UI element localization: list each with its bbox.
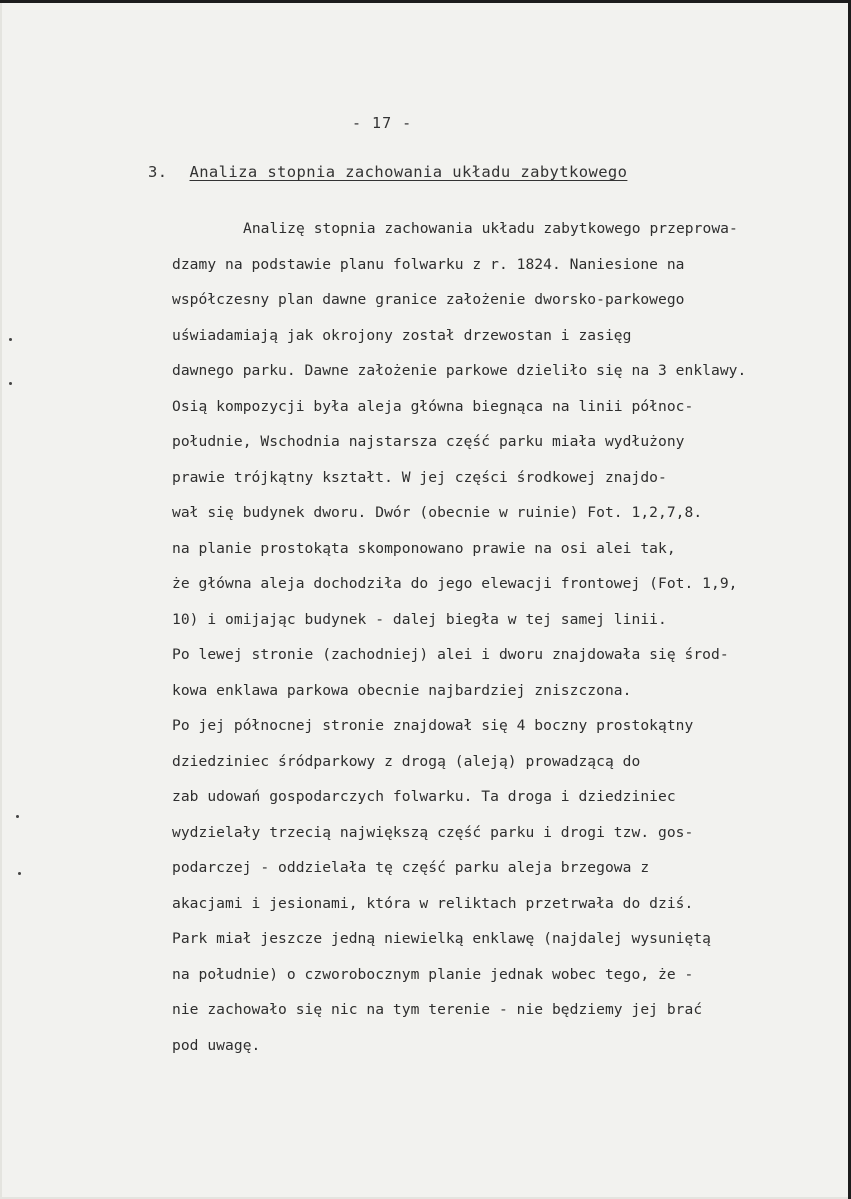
text-line: pod uwagę. [172, 1036, 261, 1054]
text-line: dawnego parku. Dawne założenie parkowe dzieliło się na 3 enklawy. [172, 362, 747, 379]
text-line: Po jej północnej stronie znajdował się 4 boczny prostokątny [172, 717, 694, 734]
margin-mark [16, 815, 19, 818]
text-line: Po lewej stronie (zachodniej) alei i dworu znajdowała się środ- [172, 646, 729, 663]
text-line: Osią kompozycji była aleja główna biegnąca na linii północ- [172, 397, 694, 415]
text-line: na planie prostokąta skomponowano prawie na osi alei tak, [172, 539, 676, 557]
text-line: 10) i omijając budynek - dalej biegła w tej samej linii. [172, 610, 667, 628]
text-line: dziedziniec śródparkowy z drogą (aleją) prowadzącą do [172, 752, 641, 770]
text-line: kowa enklawa parkowa obecnie najbardziej zniszczona. [172, 681, 632, 699]
text-line: że główna aleja dochodziła do jego elewacji frontowej (Fot. 1,9, [172, 575, 738, 592]
section-heading [148, 163, 627, 181]
body-text [172, 211, 842, 1063]
text-line: Analizę stopnia zachowania układu zabytkowego przeprowa- [243, 220, 738, 237]
text-line: uświadamiają jak okrojony został drzewostan i zasięg [172, 326, 632, 344]
text-line: wydzielały trzecią największą część parku i drogi tzw. gos- [172, 823, 694, 841]
text-line: prawie trójkątny kształt. W jej części środkowej znajdo- [172, 468, 667, 486]
margin-mark [9, 382, 12, 385]
text-line: wał się budynek dworu. Dwór (obecnie w ruinie) Fot. 1,2,7,8. [172, 504, 703, 521]
text-line: nie zachowało się nic na tym terenie - nie będziemy jej brać [172, 1001, 703, 1018]
text-line: akacjami i jesionami, która w reliktach przetrwała do dziś. [172, 894, 694, 912]
text-line: podarczej - oddzielała tę część parku aleja brzegowa z [172, 859, 650, 876]
text-line: współczesny plan dawne granice założenie dworsko-parkowego [172, 291, 685, 308]
margin-mark [9, 338, 12, 341]
text-line: zab udowań gospodarczych folwarku. Ta droga i dziedziniec [172, 788, 676, 805]
section-title: Analiza stopnia zachowania układu zabytkowego [189, 163, 628, 181]
text-line: na południe) o czworobocznym planie jednak wobec tego, że - [172, 965, 694, 983]
section-number: 3. [148, 163, 168, 181]
margin-mark [18, 872, 21, 875]
scan-edge-top [0, 0, 851, 3]
text-line: południe, Wschodnia najstarsza część parku miała wydłużony [172, 433, 685, 450]
text-line: dzamy na podstawie planu folwarku z r. 1824. Naniesione na [172, 255, 685, 273]
text-line: Park miał jeszcze jedną niewielką enklawę (najdalej wysuniętą [172, 930, 712, 947]
page-number: - 17 - [352, 114, 413, 132]
